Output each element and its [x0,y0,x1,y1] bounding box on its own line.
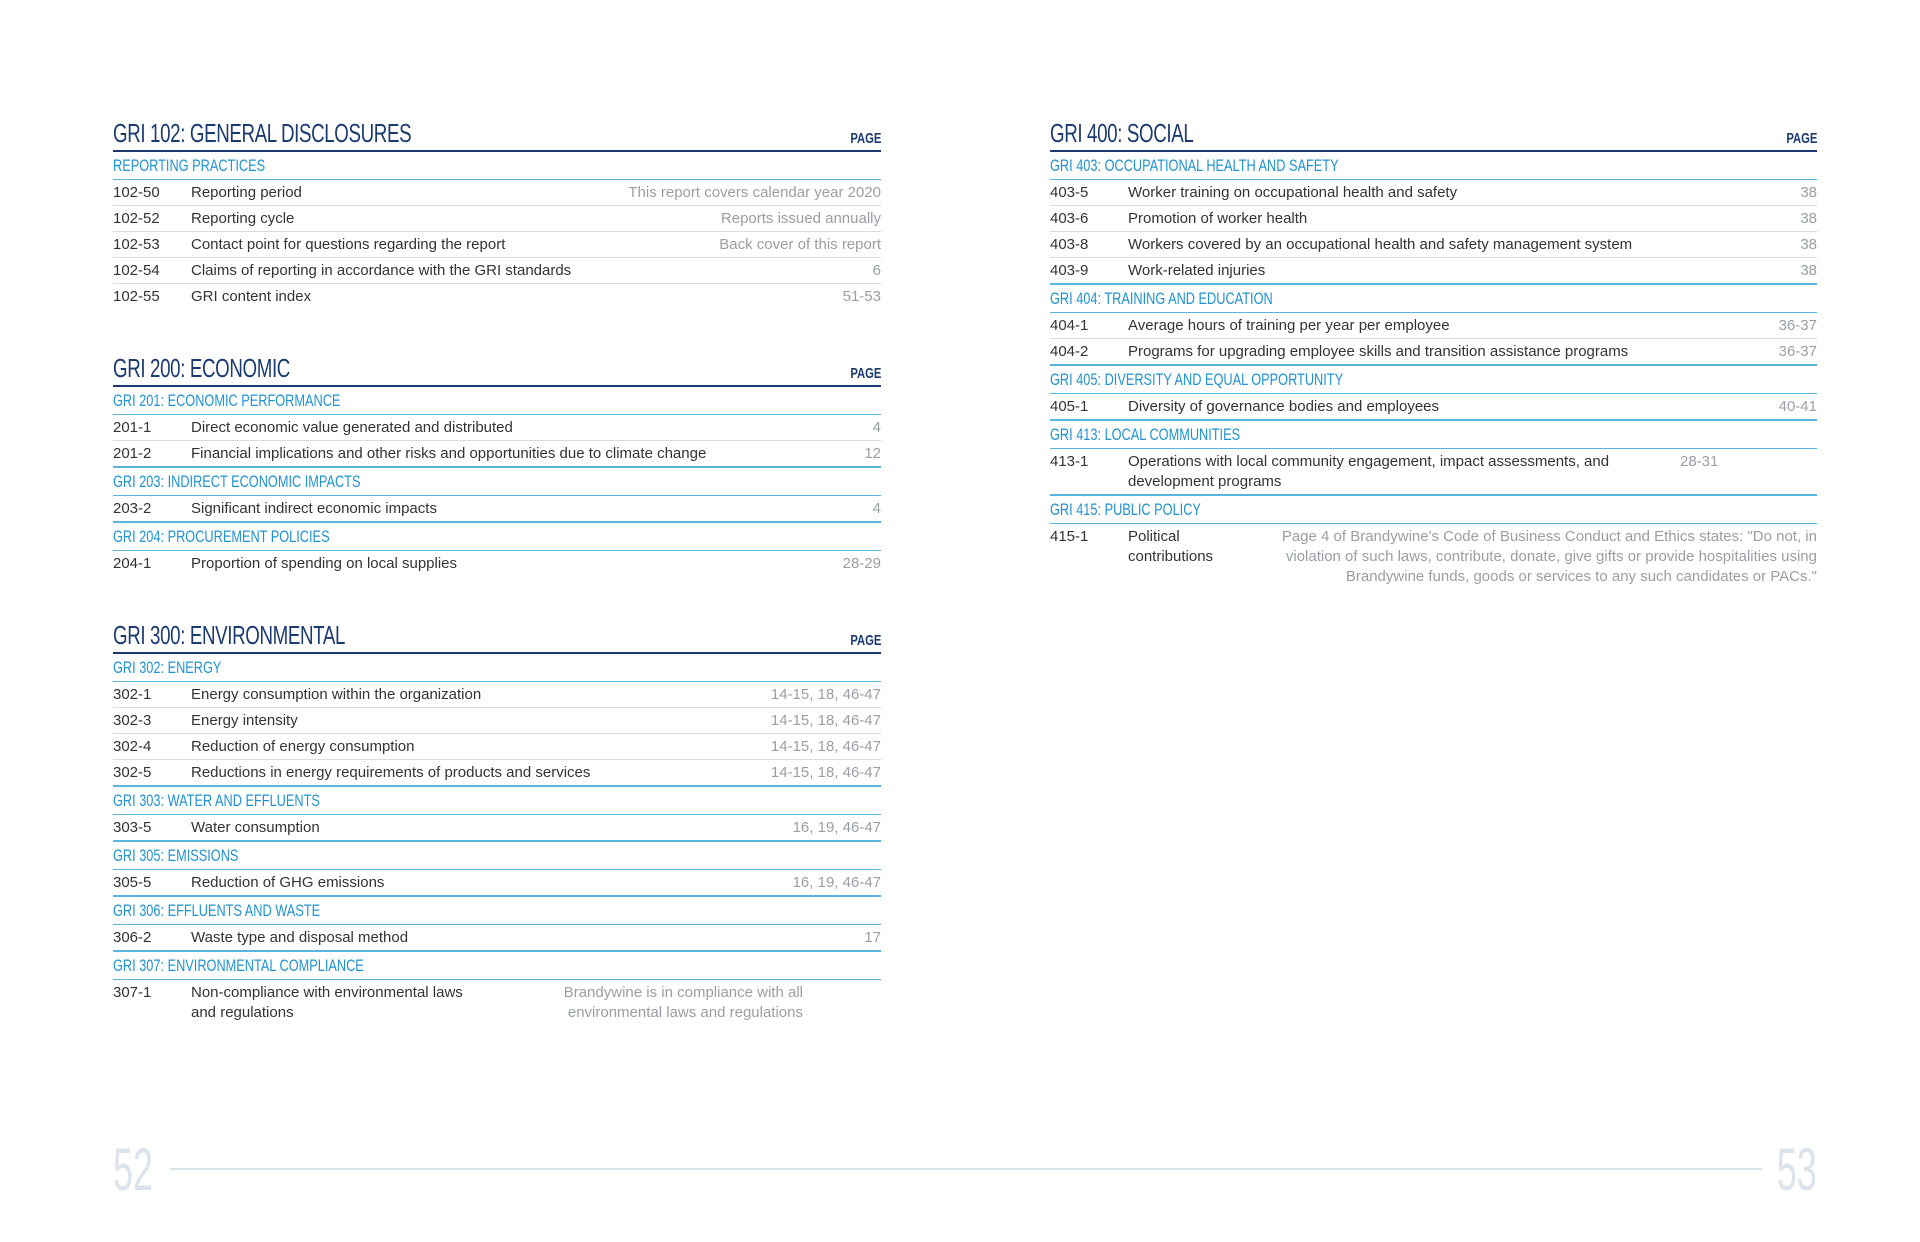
page-column-label: PAGE [849,130,881,147]
disclosure-code: 305-5 [113,874,152,891]
disclosure-description: GRI content index [191,288,312,305]
section-header [113,353,881,387]
disclosure-description: Reduction of energy consumption [191,738,415,755]
disclosure-description: Reporting cycle [191,210,295,227]
table-row [113,925,881,952]
page-column-label: PAGE [849,632,881,649]
page-reference: 14-15, 18, 46-47 [770,712,881,729]
page-reference: 36-37 [1778,343,1817,360]
disclosure-description: Work-related injuries [1128,262,1266,279]
page-reference: 28-29 [842,555,881,572]
table-row [1050,449,1817,496]
table-row [113,206,881,232]
page-reference: This report covers calendar year 2020 [628,184,881,201]
table-row [113,980,881,1025]
table-row [113,496,881,523]
page-reference: Page 4 of Brandywine's Code of Business Conduct and Ethics states: "Do not, in violation of such laws, contribute, donate, give gifts or provide hospitalities using Brandywine funds, goods or services to any such candidates or PACs." [1281,528,1817,585]
table-row [1050,394,1817,421]
disclosure-code: 405-1 [1050,398,1089,415]
disclosure-code: 413-1 [1050,453,1089,470]
disclosure-code: 102-50 [113,184,160,201]
page-reference: Reports issued annually [720,210,881,227]
disclosure-description: Energy intensity [191,712,298,729]
page-reference: Back cover of this report [719,236,881,253]
table-row [113,734,881,760]
disclosure-code: 403-5 [1050,184,1089,201]
page-reference: 4 [872,500,881,517]
subsection-title: GRI 404: TRAINING AND EDUCATION [1050,285,1817,313]
disclosure-description: Energy consumption within the organization [191,686,482,703]
section-title: GRI 102: GENERAL DISCLOSURES [113,118,412,148]
table-row [113,682,881,708]
page-reference: 16, 19, 46-47 [792,819,881,836]
disclosure-code: 307-1 [113,984,152,1001]
section-title: GRI 400: SOCIAL [1050,118,1194,148]
disclosure-code: 303-5 [113,819,152,836]
disclosure-code: 102-52 [113,210,160,227]
page-reference: 16, 19, 46-47 [792,874,881,891]
disclosure-description: Political contributions [1128,528,1214,565]
subsection-title: GRI 405: DIVERSITY AND EQUAL OPPORTUNITY [1050,366,1817,394]
disclosure-code: 404-2 [1050,343,1089,360]
subsection-title: GRI 403: OCCUPATIONAL HEALTH AND SAFETY [1050,152,1817,180]
page-reference: 28-31 [1680,453,1719,470]
subsection-title: GRI 201: ECONOMIC PERFORMANCE [113,387,881,415]
disclosure-code: 403-9 [1050,262,1089,279]
table-row [1050,180,1817,206]
page-reference: 38 [1800,184,1817,201]
disclosure-description: Average hours of training per year per employee [1128,317,1450,334]
table-row [113,415,881,441]
right-column [1050,118,1817,633]
section-gri-400 [1050,118,1817,589]
page-reference: 51-53 [842,288,881,305]
table-row [113,232,881,258]
disclosure-description: Claims of reporting in accordance with the GRI standards [191,262,572,279]
section-title: GRI 300: ENVIRONMENTAL [113,620,346,650]
disclosure-code: 201-2 [113,445,152,462]
disclosure-description: Operations with local community engagement, impact assessments, and development programs [1128,453,1610,490]
subsection-title: REPORTING PRACTICES [113,152,881,180]
disclosure-code: 204-1 [113,555,152,572]
disclosure-code: 302-5 [113,764,152,781]
disclosure-description: Significant indirect economic impacts [191,500,437,517]
disclosure-description: Financial implications and other risks and opportunities due to climate change [191,445,707,462]
page-reference: 36-37 [1778,317,1817,334]
page-reference: 38 [1800,262,1817,279]
footer-divider [170,1168,1762,1170]
section-title: GRI 200: ECONOMIC [113,353,290,383]
table-row [113,284,881,309]
page-reference: 17 [864,929,881,946]
page-reference: 38 [1800,236,1817,253]
subsection-title: GRI 415: PUBLIC POLICY [1050,496,1817,524]
page-reference: 38 [1800,210,1817,227]
disclosure-description: Programs for upgrading employee skills and transition assistance programs [1128,343,1629,360]
disclosure-code: 306-2 [113,929,152,946]
table-row [1050,524,1817,589]
page-reference: Brandywine is in compliance with all environmental laws and regulations [563,984,803,1021]
subsection-title: GRI 306: EFFLUENTS AND WASTE [113,897,881,925]
disclosure-code: 404-1 [1050,317,1089,334]
section-gri-300 [113,620,881,1025]
section-gri-200 [113,353,881,576]
table-row [1050,313,1817,339]
disclosure-description: Waste type and disposal method [191,929,409,946]
section-header [113,620,881,654]
disclosure-description: Reduction of GHG emissions [191,874,385,891]
page-reference: 14-15, 18, 46-47 [770,738,881,755]
table-row [1050,232,1817,258]
page-column-label: PAGE [849,365,881,382]
disclosure-code: 415-1 [1050,528,1089,545]
disclosure-code: 102-53 [113,236,160,253]
disclosure-code: 302-4 [113,738,152,755]
subsection-title: GRI 204: PROCUREMENT POLICIES [113,523,881,551]
disclosure-description: Reporting period [191,184,302,201]
table-row [1050,206,1817,232]
table-row [1050,258,1817,285]
disclosure-code: 302-1 [113,686,152,703]
subsection-title: GRI 307: ENVIRONMENTAL COMPLIANCE [113,952,881,980]
disclosure-code: 203-2 [113,500,152,517]
page-reference: 14-15, 18, 46-47 [770,686,881,703]
table-row [113,760,881,787]
disclosure-description: Reductions in energy requirements of products and services [191,764,591,781]
page-reference: 14-15, 18, 46-47 [770,764,881,781]
disclosure-code: 302-3 [113,712,152,729]
disclosure-description: Water consumption [191,819,320,836]
table-row [113,708,881,734]
left-column [113,118,881,1069]
disclosure-code: 102-55 [113,288,160,305]
page-number-left: 52 [113,1136,154,1203]
page-number-right: 53 [1776,1136,1817,1203]
page-reference: 6 [872,262,881,279]
disclosure-code: 403-6 [1050,210,1089,227]
disclosure-description: Workers covered by an occupational health and safety management system [1128,236,1633,253]
subsection-title: GRI 302: ENERGY [113,654,881,682]
subsection-title: GRI 203: INDIRECT ECONOMIC IMPACTS [113,468,881,496]
disclosure-code: 201-1 [113,419,152,436]
table-row [113,815,881,842]
disclosure-description: Proportion of spending on local supplies [191,555,458,572]
table-row [1050,339,1817,366]
table-row [113,870,881,897]
subsection-title: GRI 303: WATER AND EFFLUENTS [113,787,881,815]
page-reference: 40-41 [1778,398,1817,415]
table-row [113,441,881,468]
page-column-label: PAGE [1785,130,1817,147]
disclosure-description: Direct economic value generated and distributed [191,419,513,436]
table-row [113,180,881,206]
subsection-title: GRI 305: EMISSIONS [113,842,881,870]
disclosure-code: 403-8 [1050,236,1089,253]
section-header [1050,118,1817,152]
table-row [113,551,881,576]
section-gri-102 [113,118,881,309]
disclosure-description: Contact point for questions regarding the report [191,236,506,253]
disclosure-description: Non-compliance with environmental laws and regulations [191,984,463,1021]
section-header [113,118,881,152]
page-reference: 4 [872,419,881,436]
disclosure-code: 102-54 [113,262,160,279]
table-row [113,258,881,284]
page-reference: 12 [864,445,881,462]
subsection-title: GRI 413: LOCAL COMMUNITIES [1050,421,1817,449]
disclosure-description: Promotion of worker health [1128,210,1308,227]
disclosure-description: Diversity of governance bodies and employees [1128,398,1440,415]
disclosure-description: Worker training on occupational health and safety [1128,184,1458,201]
